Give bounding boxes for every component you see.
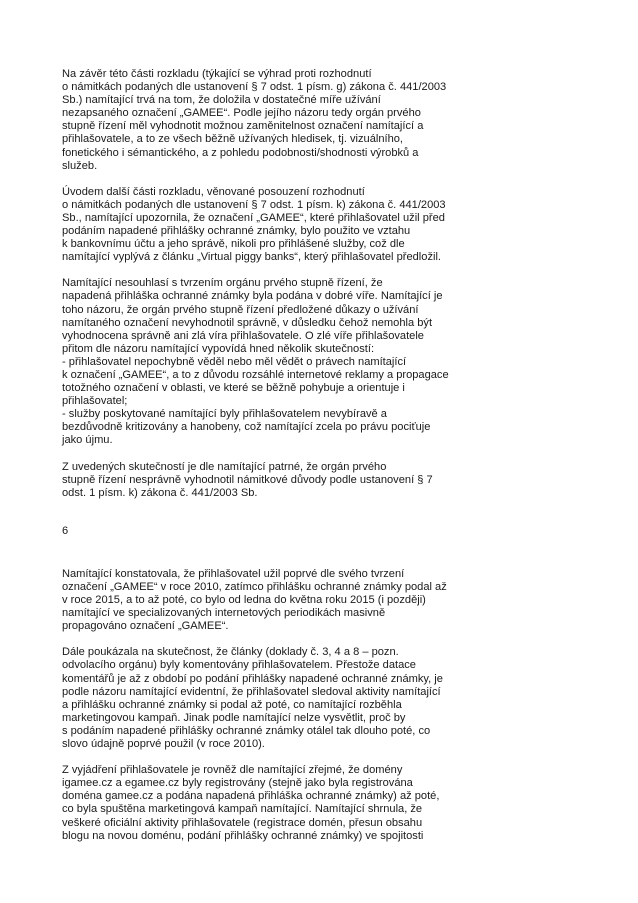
text-line: odvolacího orgánu) byly komentovány přihlašovatelem. Přestože datace [62, 659, 416, 672]
text-line: odst. 1 písm. k) zákona č. 441/2003 Sb. [62, 486, 258, 499]
text-line: co byla spuštěna marketingová kampaň namítající. Namítající shrnula, že [62, 803, 423, 816]
text-line: Sb., namítající upozornila, že označení „GAMEE“, které přihlašovatel užil před [62, 211, 445, 224]
paragraph [62, 461, 498, 500]
paragraph [62, 646, 498, 751]
text-line: stupně řízení měl vyhodnotit možnou zaměnitelnost označení namítající a [62, 120, 424, 133]
text-line: igamee.cz a egamee.cz byly registrovány (stejně jako byla registrována [62, 777, 413, 790]
text-line: totožného označení v oblasti, ve které se běžně pohybuje a orientuje i [62, 382, 405, 395]
text-line: doména gamee.cz a podána napadená přihláška ochranné známky) až poté, [62, 790, 440, 803]
text-line: namítající vyplývá z článku „Virtual piggy banks“, který přihlašovatel předložil. [62, 251, 441, 264]
text-line: blogu na novou doménu, podání přihlášky ochranné známky) ve spojitosti [62, 829, 424, 842]
text-line: fonetického i sémantického, a z pohledu podobnosti/shodnosti výrobků a [62, 146, 419, 159]
text-line: Úvodem další části rozkladu, věnované posouzení rozhodnutí [62, 185, 365, 198]
text-line: o námitkách podaných dle ustanovení § 7 odst. 1 písm. g) zákona č. 441/2003 [62, 81, 447, 94]
page-number: 6 [62, 524, 69, 537]
text-line: - služby poskytované namítající byly přihlašovatelem nevybíravě a [62, 408, 387, 421]
document-body-top [62, 68, 498, 500]
paragraph [62, 764, 498, 843]
text-line: bezdůvodně kritizovány a hanobeny, což namítající zcela po právu pociťuje [62, 421, 431, 434]
paragraph [62, 568, 498, 633]
text-line: Z vyjádření přihlašovatele je rovněž dle namítající zřejmé, že domény [62, 764, 403, 777]
text-line: Z uvedených skutečností je dle namítající patrné, že orgán prvého [62, 460, 387, 473]
text-line: Namítající nesouhlasí s tvrzením orgánu prvého stupně řízení, že [62, 277, 383, 290]
text-line: Na závěr této části rozkladu (týkající se výhrad proti rozhodnutí [62, 68, 372, 80]
text-line: a přihlášku ochranné známky si podal až poté, co namítající rozběhla [62, 698, 402, 711]
text-line: veškeré oficiální aktivity přihlašovatele (registrace domén, přesun obsahu [62, 816, 423, 829]
text-line: přihlašovatele, a to ze všech běžně užívaných hledisek, tj. vizuálního, [62, 133, 404, 146]
paragraph [62, 186, 498, 265]
text-line: slovo údajně poprvé použil (v roce 2010). [62, 738, 265, 751]
text-line: přihlašovatel; [62, 395, 128, 408]
paragraph [62, 68, 498, 173]
text-line: podle názoru namítající evidentní, že přihlašovatel sledoval aktivity namítající [62, 685, 441, 698]
text-line: označení „GAMEE“ v roce 2010, zatímco přihlášku ochranné známky podal až [62, 581, 447, 593]
text-line: Sb.) namítající trvá na tom, že doložila v dostatečné míře užívání [62, 94, 381, 107]
paragraph [62, 277, 498, 447]
text-line: vyhodnocena správně ani zlá víra přihlašovatele. O zlé víře přihlašovatele [62, 329, 424, 342]
text-line: jako újmu. [62, 434, 113, 447]
text-line: namítající ve specializovaných internetových periodikách masivně [62, 607, 386, 620]
text-line: přitom dle názoru namítající vypovídá hned několik skutečností: [62, 342, 375, 355]
text-line: - přihlašovatel nepochybně věděl nebo měl vědět o právech namítající [62, 355, 407, 368]
text-line: v roce 2015, a to až poté, co bylo od ledna do května roku 2015 (i později) [62, 594, 426, 607]
text-line: komentářů je až z období po podání přihlášky napadené ochranné známky, je [62, 672, 443, 685]
text-line: s podáním napadené přihlášky ochranné známky otálel tak dlouho poté, co [62, 724, 431, 737]
text-line: propagováno označení „GAMEE“. [62, 620, 229, 633]
text-line: o námitkách podaných dle ustanovení § 7 odst. 1 písm. k) zákona č. 441/2003 [62, 198, 446, 211]
text-line: služeb. [62, 159, 98, 172]
text-line: napadená přihláška ochranné známky byla podána v dobré víře. Namítající je [62, 290, 443, 303]
text-line: Dále poukázala na skutečnost, že články (doklady č. 3, 4 a 8 – pozn. [62, 646, 399, 659]
text-line: stupně řízení nesprávně vyhodnotil námitkové důvody podle ustanovení § 7 [62, 473, 433, 486]
text-line: k označení „GAMEE“, a to z důvodu rozsáhlé internetové reklamy a propagace [62, 368, 449, 381]
text-line: podáním napadené přihlášky ochranné známky, bylo použito ve vztahu [62, 225, 411, 238]
text-line: marketingovou kampaň. Jinak podle namítající nelze vysvětlit, proč by [62, 711, 406, 724]
text-line: toho názoru, že orgán prvého stupně řízení předložené důkazy o užívání [62, 303, 419, 316]
text-line: nezapsaného označení „GAMEE“. Podle jejího názoru tedy orgán prvého [62, 107, 421, 120]
document-body-bottom [62, 568, 498, 843]
text-line: Namítající konstatovala, že přihlašovatel užil poprvé dle svého tvrzení [62, 567, 405, 580]
text-line: k bankovnímu účtu a jeho správě, nikoli pro přihlášené služby, což dle [62, 238, 405, 251]
text-line: namítaného označení nevyhodnotil správně, v důsledku čehož nemohla být [62, 316, 433, 329]
